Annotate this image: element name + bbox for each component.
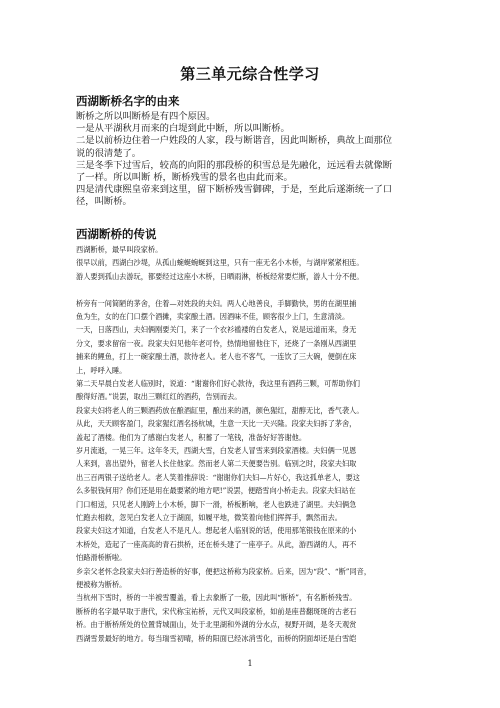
text-line: 当杭州下雪时，桥的一半被雪覆盖，看上去象断了一般，因此叫“断桥”，有名断桥残雪。 — [76, 593, 357, 603]
text-line: 说的很清楚了。 — [76, 147, 142, 159]
text-line: 出三百两银子送给老人。老人笑着推辞说：“谢谢你们夫妇—片好心，我这孤单老人，要这 — [76, 472, 360, 482]
text-line: 桥。由于断桥所处的位置背城面山，处于北里湖和外湖的分水点，视野开阔，是冬天观赏 — [76, 620, 357, 630]
text-line: 从此，天天顾客盈门，段家猩红酒名扬杭城，生意一天比一天兴隆。段家夫妇拆了茅舍， — [76, 419, 357, 429]
text-line: 忙跑去相救，忽见白发老人立于湖面，如履平地，微笑着向他们挥挥手，飘然而去。 — [76, 513, 342, 522]
text-line: 人来到，喜出望外，留老人长住他家。然而老人第二天便要告别。临别之时，段家夫妇取 — [76, 459, 357, 469]
text-line: 酿得好酒。”说罢，取出三颗红红的酒药，告别而去。 — [76, 392, 242, 402]
text-line: 径，叫断桥。 — [76, 196, 132, 208]
text-line: 二是以前桥边住着一户姓段的人家，段与断谐音，因此叫断桥，典故上面那位 — [76, 135, 393, 147]
text-line: 便被称为断桥。 — [76, 580, 127, 589]
text-line: 四是清代康熙皇帝来到这里，留下断桥残雪御碑，于是，至此后遂渐统一了口 — [76, 184, 393, 196]
text-line: 三是冬季下过雪后，较高的向阳的那段桥的积雪总是先融化，远远看去就像断 — [76, 159, 393, 171]
text-line: 游人要到孤山去游玩，都要经过这座小木桥，日晒雨淋，桥板经常要烂断，游人十分不便。 — [76, 271, 364, 281]
text-line: 鱼为生，女的在门口摆个酒摊，卖家酿土酒。因酒味不佳，顾客很少上门，生意清淡。 — [76, 312, 350, 321]
text-line: 段家夫妇这才知道，白发老人不是凡人。想起老人临别说的话，使用那笔银钱在原来的小 — [76, 526, 357, 536]
text-line: 怕路滑桥断啦。 — [76, 553, 127, 563]
text-line: 盖起了酒楼。他们为了感谢白发老人，积蓄了一笔钱，准备好好答谢他。 — [76, 432, 307, 442]
text-line: 第二天早晨白发老人临别时，说道：“谢谢你们好心款待，我这里有酒药三颗，可帮助你们 — [76, 379, 360, 388]
text-line: 很早以前，西湖白沙堤，从孤山蜿蜒蜿蜒到这里，只有一座无名小木桥，与湖岸紧紧相连。 — [76, 258, 364, 268]
text-line: 桥旁有一间简陋的茅舍，住着—对姓段的夫妇。两人心地善良，手脚勤快，男的在湖里捕 — [76, 298, 357, 308]
text-line: 门口相送，只见老人刚跨上小木桥，脚下一滑，桥板断响，老人也跌进了湖里。夫妇俩急 — [76, 499, 357, 509]
text-line: 乡亲父老怀念段家夫妇行善造桥的好事，便把这桥称为段家桥。后来，因为“段”、“断”同音， — [76, 566, 372, 576]
text-line: 一天，日落西山，夫妇俩刚要关门，来了一个衣衫褴褛的白发老人，说是远道而来，身无 — [76, 325, 357, 335]
text-line: 岁月流逝，一晃三年。这年冬天，西湖大雪，白发老人冒雪来到段家酒楼。夫妇俩一见恩 — [76, 446, 357, 455]
text-line: 断桥的名字最早取于唐代，宋代称宝祐桥，元代又叫段家桥，如前是座普翻斑斑的古老石 — [76, 606, 357, 616]
text-line: 分文，要求留宿一夜。段家夫妇见他年老可怜，热情地留他住下，还烧了一条刚从西湖里 — [76, 338, 357, 348]
text-line: 段家夫妇将老人的三颗酒药放在酿酒缸里，酿出来的酒，颜色猩红，甜醇无比，香气袭人。 — [76, 405, 364, 415]
text-line: 木桥处，造起了一座高高的青石拱桥，还在桥头建了一座亭子。从此，游西湖的人，再不 — [76, 539, 357, 549]
text-line: 断桥之所以叫断桥是有四个原因。 — [76, 111, 216, 122]
text-line: 了一样。所以叫断 桥，断桥残雪的景名也由此而来。 — [76, 172, 293, 183]
text-line: 西湖雪景最好的地方。每当瑞雪初晴，桥的阳面已经冰消雪化，而桥的阴面却还是白雪皑 — [76, 633, 357, 643]
text-line: 上，呼呼入睡。 — [76, 365, 127, 375]
section-heading-origin: 西湖断桥名字的由来 — [76, 94, 180, 108]
text-line: 捕来的鲤鱼，打上一碗家酿土酒，款待老人。老人也不客气，一连饮了三大碗，便倒在床 — [76, 352, 357, 362]
page-number: 1 — [247, 659, 253, 668]
text-line: 么多银钱何用？你们还是用在最要紧的地方吧!”说罢，便踏雪向小桥走去。段家夫妇站在 — [76, 486, 356, 496]
text-line: 西湖断桥，最早叫段家桥。 — [76, 245, 163, 254]
page-title: 第三单元综合性学习 — [180, 65, 320, 83]
text-line: 一是从平湖秋月而来的白堤到此中断，所以叫断桥。 — [76, 123, 290, 135]
section-heading-legend: 西湖断桥的传说 — [76, 227, 157, 241]
